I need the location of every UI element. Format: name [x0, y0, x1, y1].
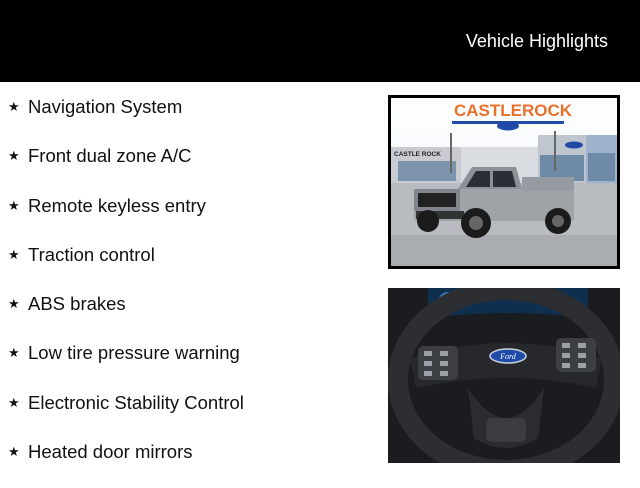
feature-label: Remote keyless entry	[28, 194, 206, 216]
wheel-badge-text: Ford	[500, 352, 516, 361]
feature-label: Heated door mirrors	[28, 441, 193, 463]
list-item	[8, 291, 378, 340]
feature-label: Electronic Stability Control	[28, 391, 244, 413]
interior-photo	[388, 288, 620, 463]
star-icon: ★	[8, 345, 20, 361]
star-icon: ★	[8, 296, 20, 312]
dealer-logo-text: CASTLEROCK	[454, 101, 573, 120]
star-icon: ★	[8, 394, 20, 410]
list-item	[8, 439, 378, 488]
truck-dealership-image	[388, 95, 620, 269]
ford-oval-icon	[497, 122, 519, 131]
list-item	[8, 242, 378, 291]
list-item	[8, 193, 378, 242]
exterior-photo	[388, 95, 620, 269]
star-icon: ★	[8, 99, 20, 114]
building-ford-oval-icon	[565, 142, 583, 149]
feature-label: Navigation System	[28, 96, 183, 117]
star-icon: ★	[8, 246, 20, 262]
feature-label: Low tire pressure warning	[28, 342, 240, 364]
star-icon: ★	[8, 197, 20, 213]
building-sign-text: CASTLE ROCK	[394, 151, 441, 158]
feature-label: Front dual zone A/C	[28, 145, 192, 167]
list-item	[8, 390, 378, 439]
star-icon: ★	[8, 148, 20, 164]
feature-label: Traction control	[28, 243, 155, 265]
feature-label: ABS brakes	[28, 293, 126, 315]
star-icon: ★	[8, 444, 20, 460]
page-title: Vehicle Highlights	[465, 31, 608, 51]
list-item	[8, 340, 378, 389]
gauge-readout: 0	[538, 290, 546, 305]
list-item	[8, 143, 378, 192]
list-item	[8, 94, 378, 143]
feature-list	[8, 94, 378, 488]
steering-wheel-image	[388, 288, 620, 463]
header-bar	[0, 0, 640, 82]
